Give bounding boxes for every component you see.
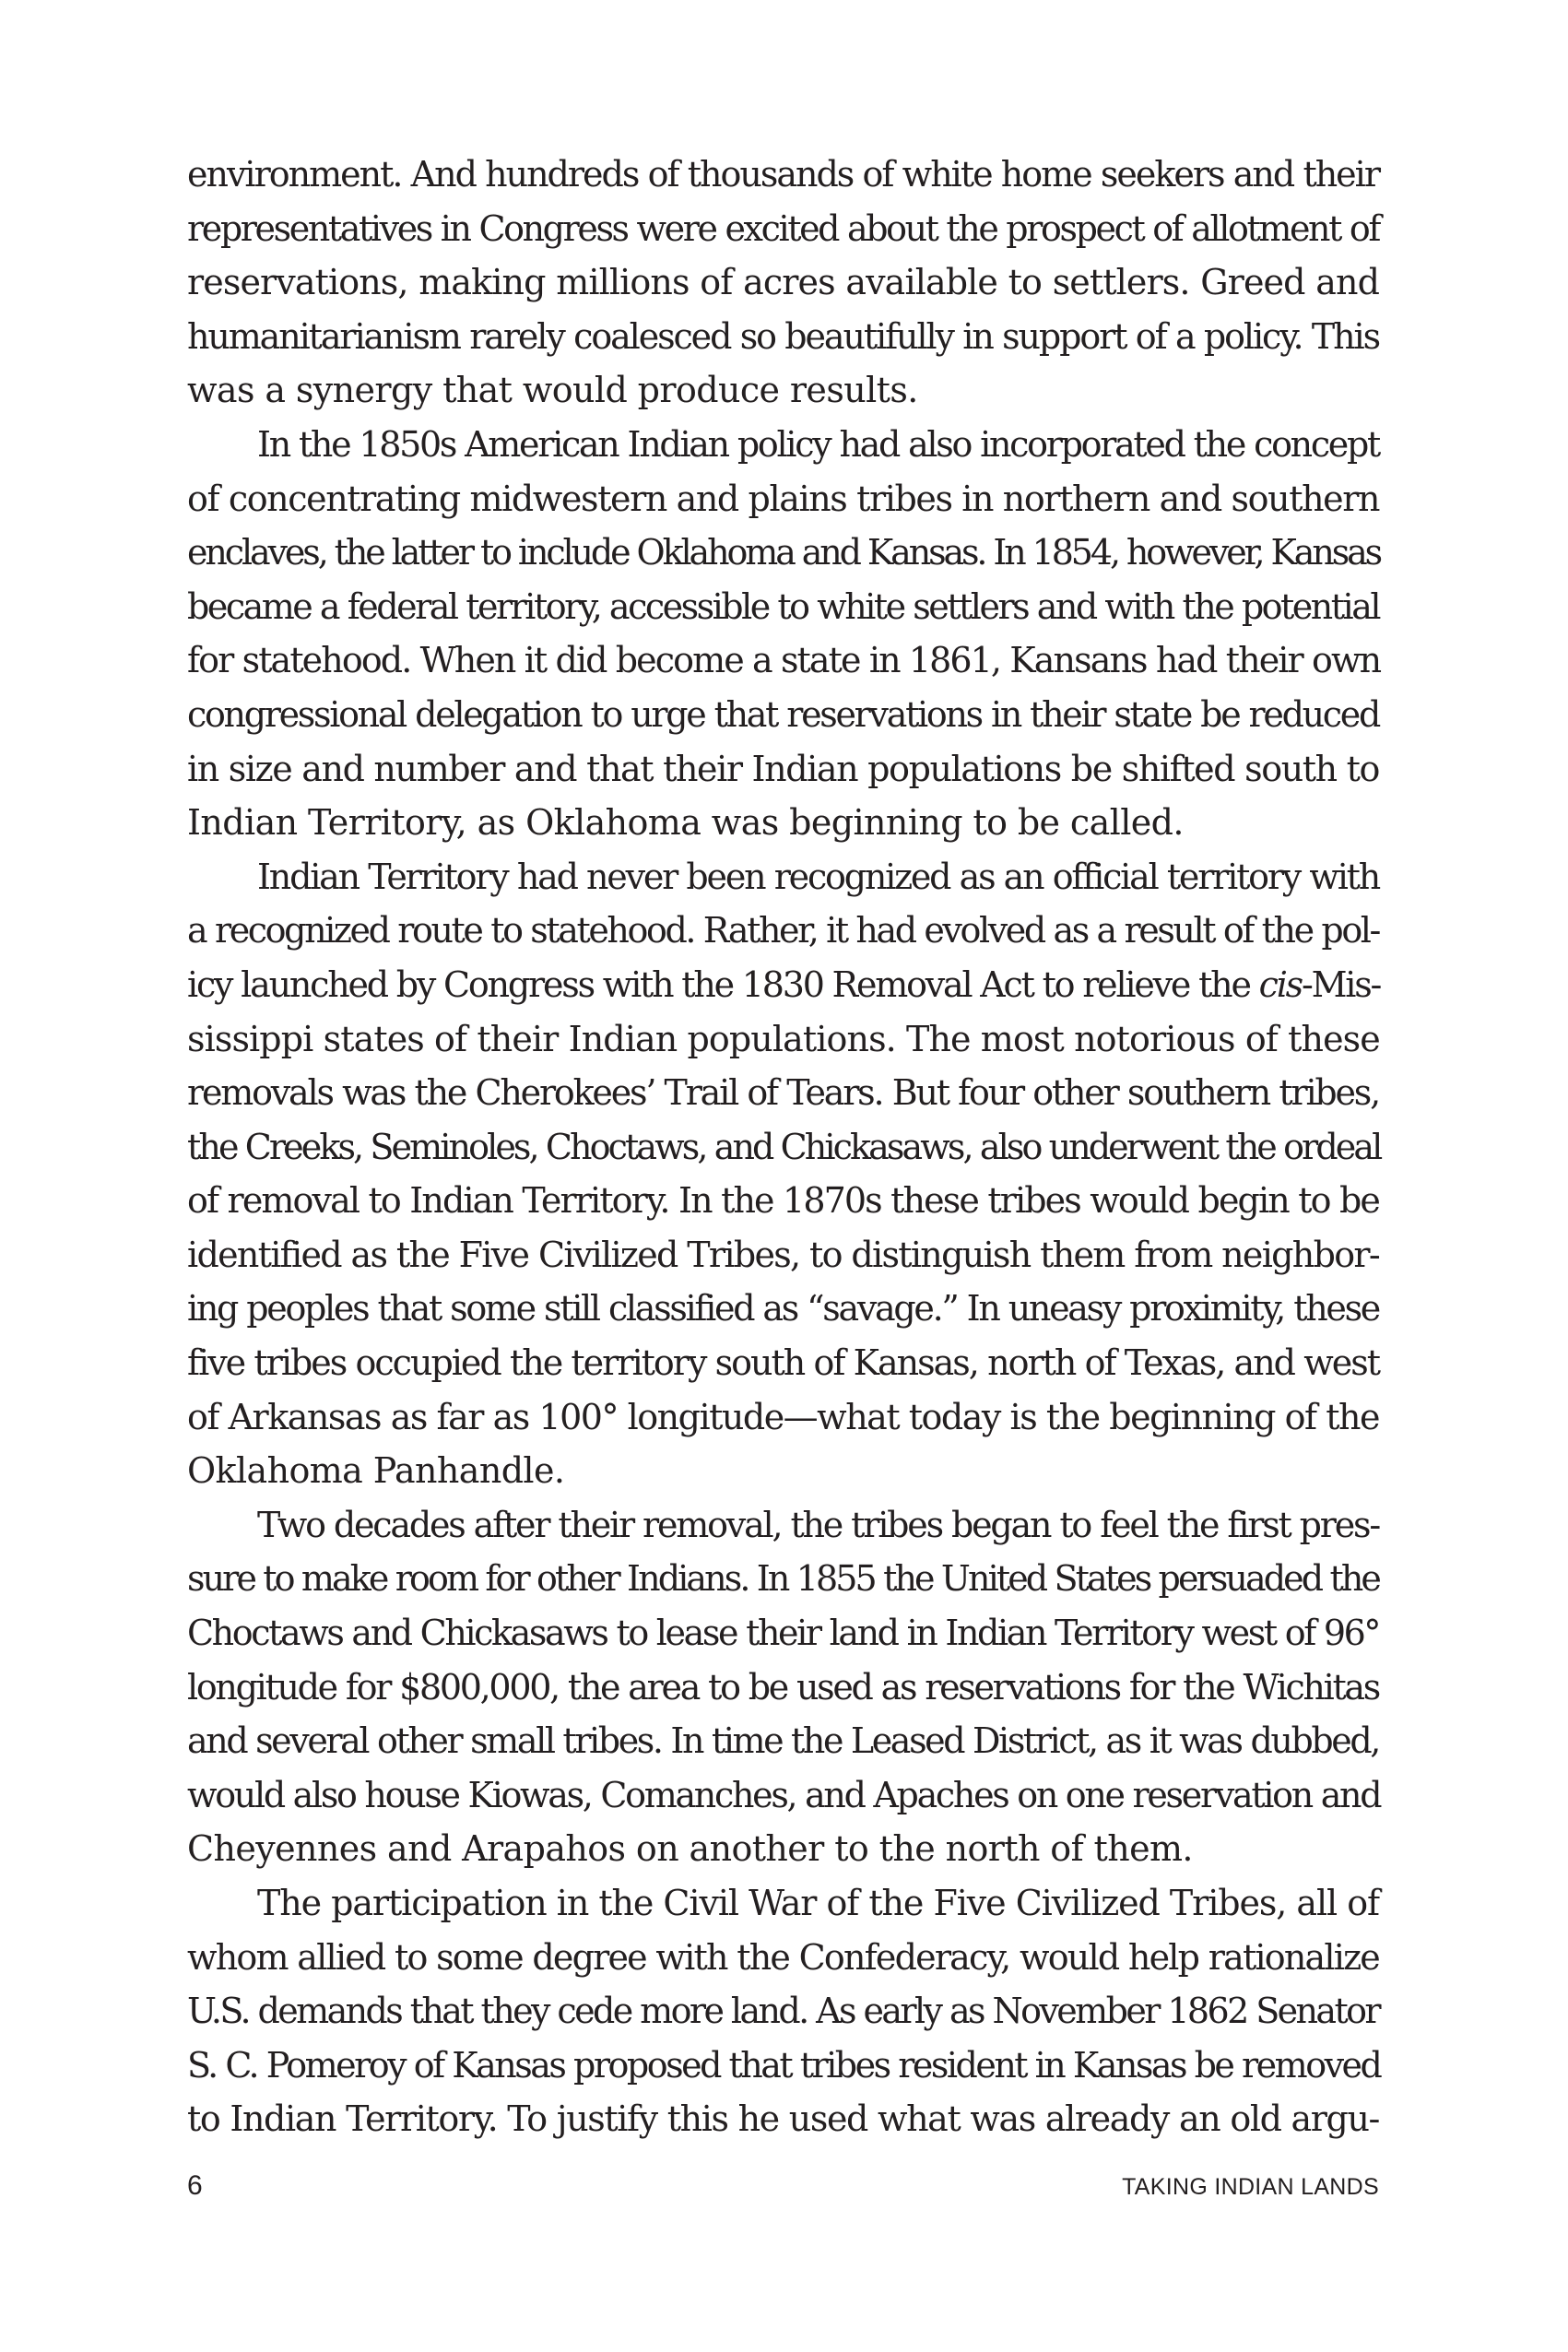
text-line: ing peoples that some still classified as “savage.” In uneasy proximity, these xyxy=(187,1288,1379,1330)
text-line: sissippi states of their Indian populations. The most notorious of these xyxy=(187,1018,1380,1059)
text-line: environment. And hundreds of thousands of white home seekers and their xyxy=(187,154,1379,195)
text-line: and several other small tribes. In time the Leased District, as it was dubbed, xyxy=(187,1720,1379,1762)
text-line: five tribes occupied the territory south of Kansas, north of Texas, and west xyxy=(187,1342,1379,1384)
text-line: of concentrating midwestern and plains tribes in northern and southern xyxy=(187,478,1380,519)
text-line: would also house Kiowas, Comanches, and Apaches on one reservation and xyxy=(187,1774,1381,1815)
text-line: Choctaws and Chickasaws to lease their land in Indian Territory west of 96° xyxy=(187,1613,1379,1654)
text-line: removals was the Cherokees’ Trail of Tears. But four other southern tribes, xyxy=(187,1072,1379,1114)
text-line: the Creeks, Seminoles, Choctaws, and Chickasaws, also underwent the ordeal xyxy=(187,1126,1381,1167)
text-line: reservations, making millions of acres available to settlers. Greed and xyxy=(187,262,1379,303)
text-line: was a synergy that would produce results. xyxy=(187,370,918,411)
text-line: icy launched by Congress with the 1830 Removal Act to relieve the cis-Mis- xyxy=(187,963,1381,1005)
text-line: S. C. Pomeroy of Kansas proposed that tribes resident in Kansas be removed xyxy=(187,2044,1381,2086)
text-line: representatives in Congress were excited about the prospect of allotment of xyxy=(187,207,1379,249)
text-line: Oklahoma Panhandle. xyxy=(187,1450,565,1492)
text-line: longitude for $800,000, the area to be used as reservations for the Wichitas xyxy=(187,1666,1379,1708)
text-line: became a federal territory, accessible to white settlers and with the potential xyxy=(187,585,1379,627)
text-line: sure to make room for other Indians. In 1855 the United States persuaded the xyxy=(187,1558,1379,1600)
text-line: congressional delegation to urge that reservations in their state be reduced xyxy=(187,693,1379,735)
text-line: in size and number and that their Indian populations be shifted south to xyxy=(187,748,1379,789)
text-line: U.S. demands that they cede more land. As early as November 1862 Senator xyxy=(187,1991,1379,2032)
text-line: to Indian Territory. To justify this he used what was already an old argu- xyxy=(187,2098,1379,2140)
text-line: Cheyennes and Arapahos on another to the north of them. xyxy=(187,1828,1193,1870)
text-line: for statehood. When it did become a state in 1861, Kansans had their own xyxy=(187,640,1381,681)
text-line: Indian Territory had never been recognized as an official territory with xyxy=(257,856,1379,897)
text-line: Two decades after their removal, the tribes began to feel the first pres- xyxy=(257,1504,1379,1545)
text-line: a recognized route to statehood. Rather, it had evolved as a result of the pol- xyxy=(187,910,1379,951)
text-line: of removal to Indian Territory. In the 1870s these tribes would begin to be xyxy=(187,1180,1379,1222)
page-number: 6 xyxy=(187,2170,203,2201)
text-line: The participation in the Civil War of the Five Civilized Tribes, all of xyxy=(257,1883,1379,1923)
body-text xyxy=(187,148,1379,2146)
text-line: identified as the Five Civilized Tribes, to distinguish them from neighbor- xyxy=(187,1234,1379,1275)
text-line: whom allied to some degree with the Confederacy, would help rationalize xyxy=(187,1936,1379,1978)
text-line: Indian Territory, as Oklahoma was beginning to be called. xyxy=(187,802,1184,844)
text-line: enclaves, the latter to include Oklahoma and Kansas. In 1854, however, Kansas xyxy=(187,532,1381,573)
text-line: humanitarianism rarely coalesced so beautifully in support of a policy. This xyxy=(187,315,1379,357)
running-title: TAKING INDIAN LANDS xyxy=(1122,2174,1379,2200)
text-line: of Arkansas as far as 100° longitude—what today is the beginning of the xyxy=(187,1396,1379,1437)
text-line: In the 1850s American Indian policy had also incorporated the concept xyxy=(257,423,1379,465)
